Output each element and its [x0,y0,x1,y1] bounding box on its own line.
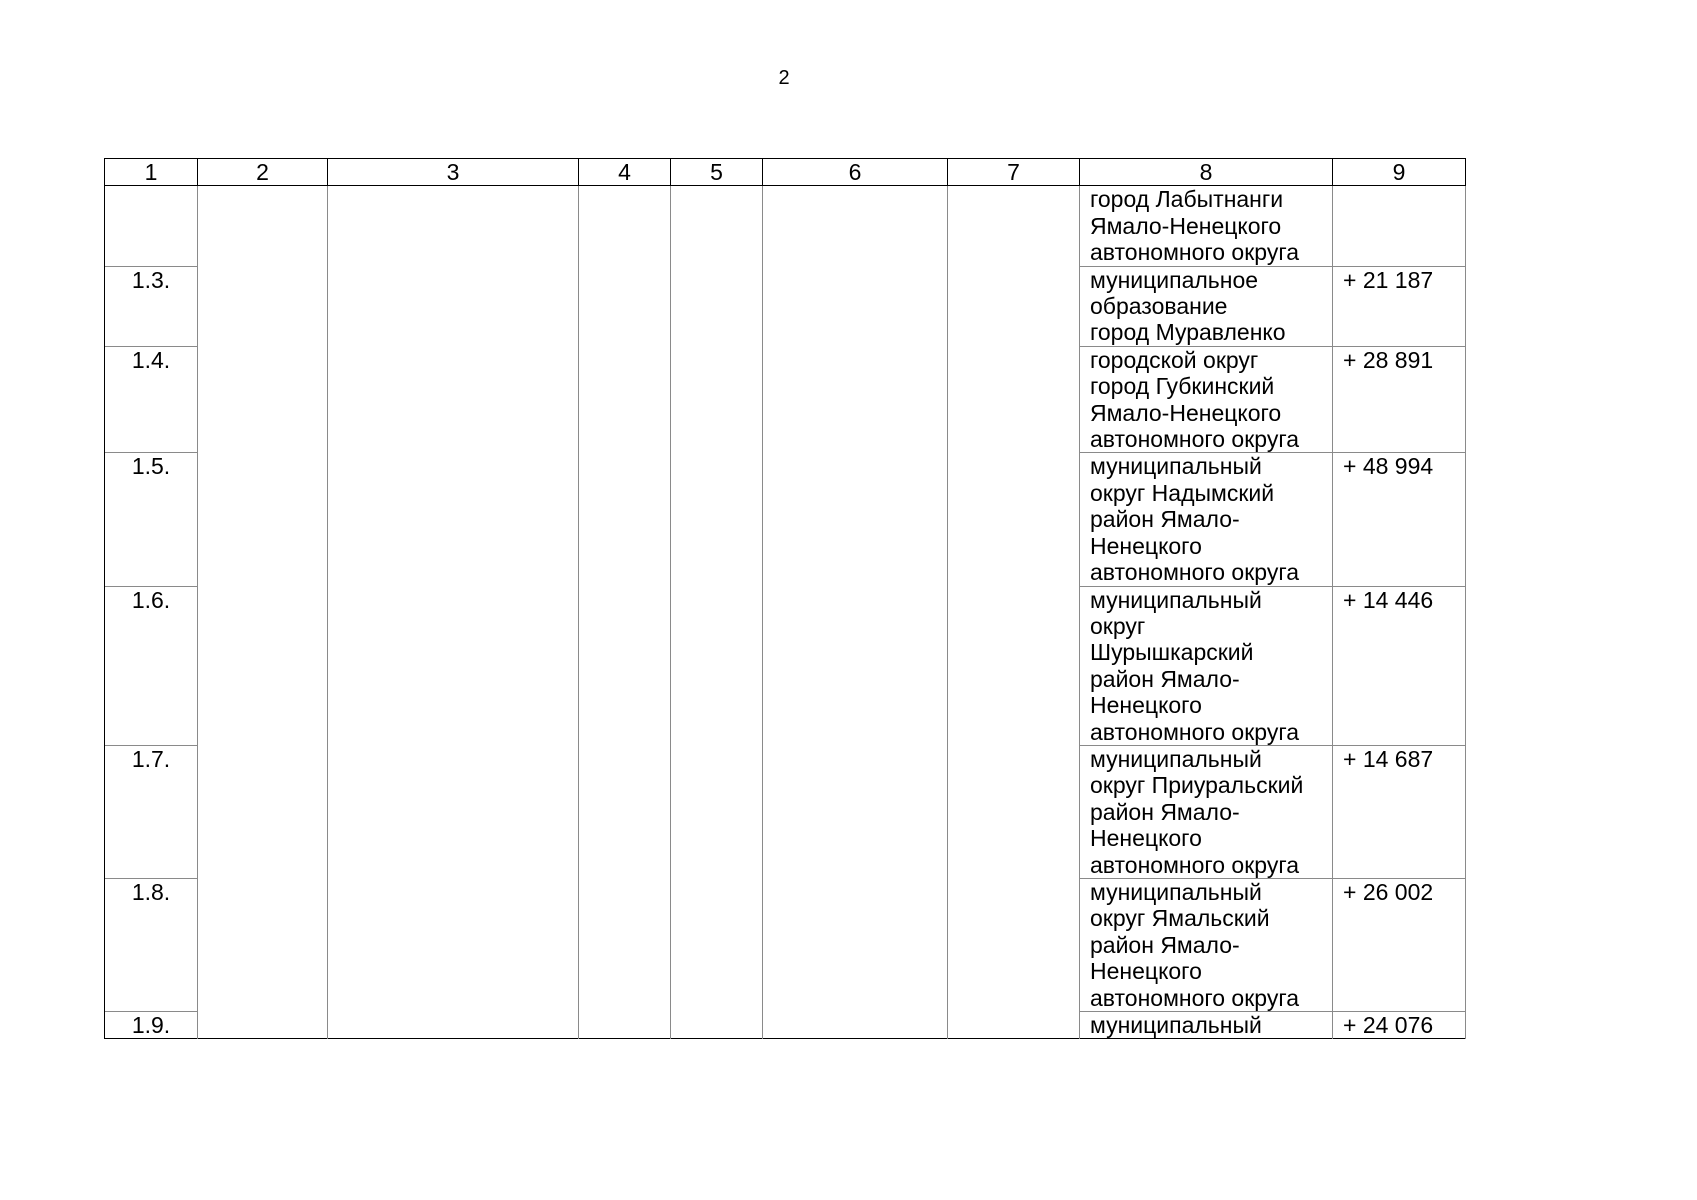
column-header-1: 1 [105,159,198,186]
amount-cell: + 24 076 [1333,1012,1466,1039]
municipality-name-line: муниципальный [1090,745,1262,772]
municipality-name-line: Ямало-Ненецкого [1090,399,1282,426]
municipality-name-line: район Ямало- [1090,931,1240,958]
municipality-name-cell [1080,878,1333,1011]
empty-cell-col6 [763,878,948,1011]
municipality-name-cell [1080,745,1333,878]
empty-cell-col5 [671,266,763,346]
empty-cell-col7 [948,266,1080,346]
municipality-name-cell [1080,453,1333,586]
municipality-name-line: округ Ямальский [1090,905,1270,932]
empty-cell-col2 [198,586,328,745]
empty-cell-col7 [948,1012,1080,1039]
row-number-cell: 1.6. [105,586,198,745]
municipality-name-line: город Лабытнанги [1090,186,1284,213]
municipality-name-line: автономного округа [1090,718,1299,745]
municipality-name-line: муниципальный [1090,586,1262,613]
municipality-name-line: Ненецкого [1090,958,1202,985]
municipality-name-cell [1080,1012,1333,1039]
row-number-cell: 1.3. [105,266,198,346]
column-header-7: 7 [948,159,1080,186]
empty-cell-col7 [948,186,1080,266]
municipality-name-line: муниципальный [1090,453,1262,480]
municipality-name-line: округ Приуральский [1090,772,1304,799]
empty-cell-col7 [948,586,1080,745]
column-header-5: 5 [671,159,763,186]
row-number-cell: 1.5. [105,453,198,586]
empty-cell-col6 [763,586,948,745]
empty-cell-col3 [328,346,579,453]
column-number-row [105,159,1466,186]
table-row [105,346,1466,453]
empty-cell-col5 [671,346,763,453]
empty-cell-col6 [763,346,948,453]
amount-cell: + 14 446 [1333,586,1466,745]
municipality-name-line: муниципальный [1090,1012,1262,1038]
empty-cell-col2 [198,346,328,453]
row-number-cell: 1.9. [105,1012,198,1039]
empty-cell-col5 [671,453,763,586]
municipality-name-line: Шурышкарский [1090,639,1254,666]
empty-cell-col2 [198,878,328,1011]
row-number-cell: 1.4. [105,346,198,453]
empty-cell-col3 [328,266,579,346]
municipality-name-line: муниципальный [1090,878,1262,905]
empty-cell-col3 [328,745,579,878]
municipality-name-line: город Муравленко [1090,319,1286,346]
municipality-name-line: автономного округа [1090,426,1299,453]
empty-cell-col5 [671,586,763,745]
municipality-name-line: Ненецкого [1090,692,1202,719]
row-number-cell: 1.8. [105,878,198,1011]
empty-cell-col4 [579,745,671,878]
municipality-name-line: образование [1090,293,1228,320]
municipality-name-line: автономного округа [1090,559,1299,586]
empty-cell-col4 [579,878,671,1011]
empty-cell-col2 [198,453,328,586]
municipality-name-line: городской округ [1090,346,1259,373]
column-header-9: 9 [1333,159,1466,186]
municipality-name-cell [1080,186,1333,266]
empty-cell-col6 [763,453,948,586]
amount-cell [1333,186,1466,266]
column-header-4: 4 [579,159,671,186]
municipality-name-line: Ненецкого [1090,825,1202,852]
municipality-name-line: город Губкинский [1090,373,1275,400]
row-number-cell [105,186,198,266]
empty-cell-col3 [328,453,579,586]
empty-cell-col6 [763,186,948,266]
empty-cell-col2 [198,266,328,346]
empty-cell-col7 [948,346,1080,453]
empty-cell-col4 [579,346,671,453]
empty-cell-col5 [671,745,763,878]
amount-cell: + 28 891 [1333,346,1466,453]
table-row [105,586,1466,745]
table-row [105,1012,1466,1039]
empty-cell-col6 [763,745,948,878]
column-header-2: 2 [198,159,328,186]
table-row [105,266,1466,346]
empty-cell-col3 [328,586,579,745]
amount-cell: + 26 002 [1333,878,1466,1011]
empty-cell-col3 [328,878,579,1011]
column-header-3: 3 [328,159,579,186]
municipality-name-cell [1080,266,1333,346]
empty-cell-col5 [671,878,763,1011]
page-number: 2 [778,67,790,89]
empty-cell-col2 [198,186,328,266]
empty-cell-col5 [671,1012,763,1039]
municipality-name-line: район Ямало- [1090,798,1240,825]
empty-cell-col6 [763,266,948,346]
empty-cell-col2 [198,745,328,878]
empty-cell-col3 [328,186,579,266]
empty-cell-col7 [948,453,1080,586]
table-row [105,745,1466,878]
municipality-name-line: муниципальное [1090,266,1259,293]
empty-cell-col4 [579,453,671,586]
amount-cell: + 48 994 [1333,453,1466,586]
municipality-name-cell [1080,346,1333,453]
municipality-name-line: автономного округа [1090,239,1299,266]
municipality-name-line: Ненецкого [1090,532,1202,559]
municipality-name-line: автономного округа [1090,851,1299,878]
municipality-name-line: район Ямало- [1090,665,1240,692]
empty-cell-col4 [579,186,671,266]
table-row [105,878,1466,1011]
empty-cell-col4 [579,266,671,346]
amount-cell: + 14 687 [1333,745,1466,878]
municipality-name-line: округ Надымский [1090,479,1275,506]
table-row [105,186,1466,266]
column-header-8: 8 [1080,159,1333,186]
empty-cell-col4 [579,1012,671,1039]
table-row [105,453,1466,586]
empty-cell-col4 [579,586,671,745]
empty-cell-col2 [198,1012,328,1039]
empty-cell-col6 [763,1012,948,1039]
amount-cell: + 21 187 [1333,266,1466,346]
municipality-name-cell [1080,586,1333,745]
municipality-name-line: Ямало-Ненецкого [1090,212,1282,239]
row-number-cell: 1.7. [105,745,198,878]
empty-cell-col7 [948,745,1080,878]
empty-cell-col7 [948,878,1080,1011]
empty-cell-col5 [671,186,763,266]
column-header-6: 6 [763,159,948,186]
municipality-name-line: район Ямало- [1090,506,1240,533]
document-table [104,158,1466,1039]
municipality-name-line: округ [1090,612,1146,639]
empty-cell-col3 [328,1012,579,1039]
municipality-name-line: автономного округа [1090,984,1299,1011]
